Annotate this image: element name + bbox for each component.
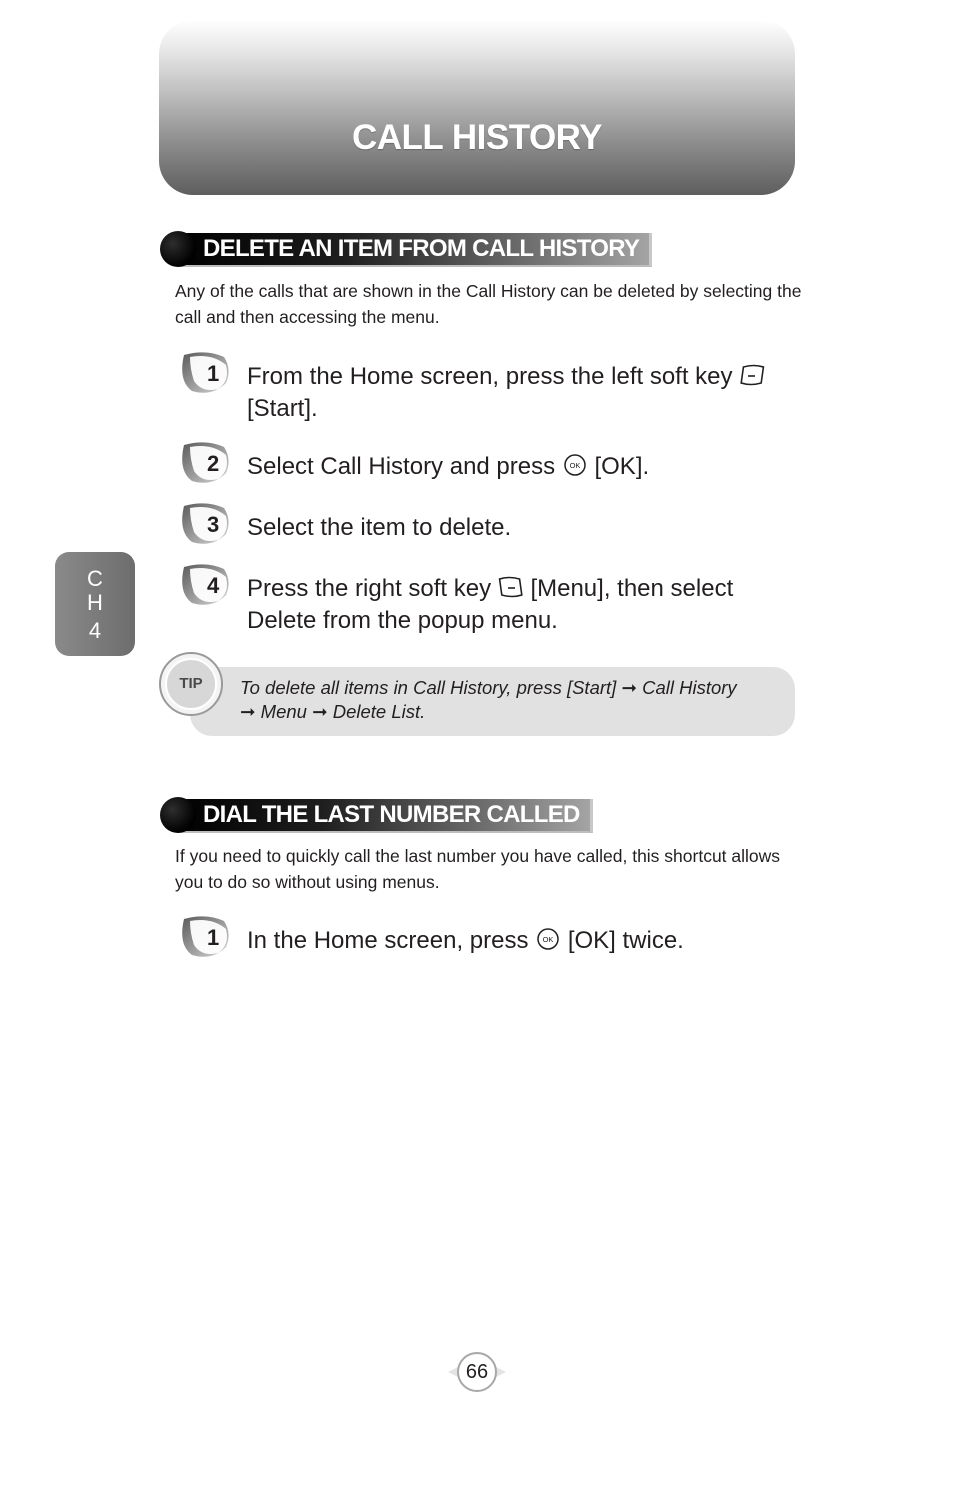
step-text-part: Select Call History and press xyxy=(247,453,556,480)
tip-text-part: Delete List. xyxy=(332,700,426,722)
step-number: 1 xyxy=(207,925,220,950)
step-badge-icon xyxy=(176,351,230,395)
chapter-tab xyxy=(55,552,135,656)
step-text-part: Press the right soft key xyxy=(247,575,492,602)
arrow-icon: ➞ xyxy=(312,700,328,722)
chapter-tab-number: 4 xyxy=(88,618,102,643)
tip-label: TIP xyxy=(179,675,203,692)
page-number-badge xyxy=(446,1350,508,1394)
step-text xyxy=(247,574,797,635)
step-text-part: From the Home screen, press the left soft key xyxy=(247,363,733,390)
step-text-part: [Start]. xyxy=(247,395,318,422)
right-soft-key-icon xyxy=(498,575,524,606)
svg-text:OK: OK xyxy=(569,461,581,470)
svg-text:OK: OK xyxy=(542,935,554,944)
step-badge-icon xyxy=(176,441,230,485)
step-number: 2 xyxy=(207,451,220,476)
step-text xyxy=(247,926,797,958)
arrow-icon: ➞ xyxy=(240,700,256,722)
bullet-dot-icon xyxy=(160,797,196,833)
tip-text-part: Menu xyxy=(260,700,307,722)
tip-badge-icon xyxy=(158,651,224,717)
step-text-part: [Menu], then select Delete from the popup menu. xyxy=(247,575,734,634)
section-heading-label: DIAL THE LAST NUMBER CALLED xyxy=(203,801,580,828)
arrow-icon: ➞ xyxy=(621,677,637,698)
bullet-dot-icon xyxy=(160,231,196,267)
tip-text-part: Call History xyxy=(642,677,737,698)
chapter-tab-letter-h: H xyxy=(87,590,103,615)
step-text xyxy=(247,513,797,542)
step-badge-icon xyxy=(176,502,230,546)
tip-text-part: To delete all items in Call History, press [Start] xyxy=(240,677,617,698)
section-heading-label: DELETE AN ITEM FROM CALL HISTORY xyxy=(203,235,640,262)
step-badge-icon xyxy=(176,915,230,959)
page-title: CALL HISTORY xyxy=(351,118,603,157)
step-number: 4 xyxy=(207,573,220,598)
step-number: 1 xyxy=(207,361,220,386)
tip-text xyxy=(240,676,785,723)
page-number: 66 xyxy=(465,1361,489,1383)
chapter-tab-letter-c: C xyxy=(87,566,103,591)
step-text xyxy=(247,362,797,423)
section-intro: Any of the calls that are shown in the Call History can be deleted by selecting the call and then accessing the menu. xyxy=(175,281,802,327)
step-text-part: In the Home screen, press xyxy=(247,927,529,954)
header-banner xyxy=(159,20,795,195)
step-text xyxy=(247,452,797,484)
section-intro: If you need to quickly call the last number you have called, this shortcut allows you to do so without using menus. xyxy=(175,846,781,892)
left-soft-key-icon xyxy=(739,363,765,394)
ok-key-icon xyxy=(535,927,561,958)
step-number: 3 xyxy=(207,512,220,537)
step-text-part: [OK] twice. xyxy=(567,927,684,954)
section-heading-bar xyxy=(178,233,652,267)
step-text-part: Select the item to delete. xyxy=(247,514,512,541)
section-heading-bar xyxy=(178,799,593,833)
step-text-part: [OK]. xyxy=(594,453,650,480)
ok-key-icon xyxy=(562,453,588,484)
step-badge-icon xyxy=(176,563,230,607)
